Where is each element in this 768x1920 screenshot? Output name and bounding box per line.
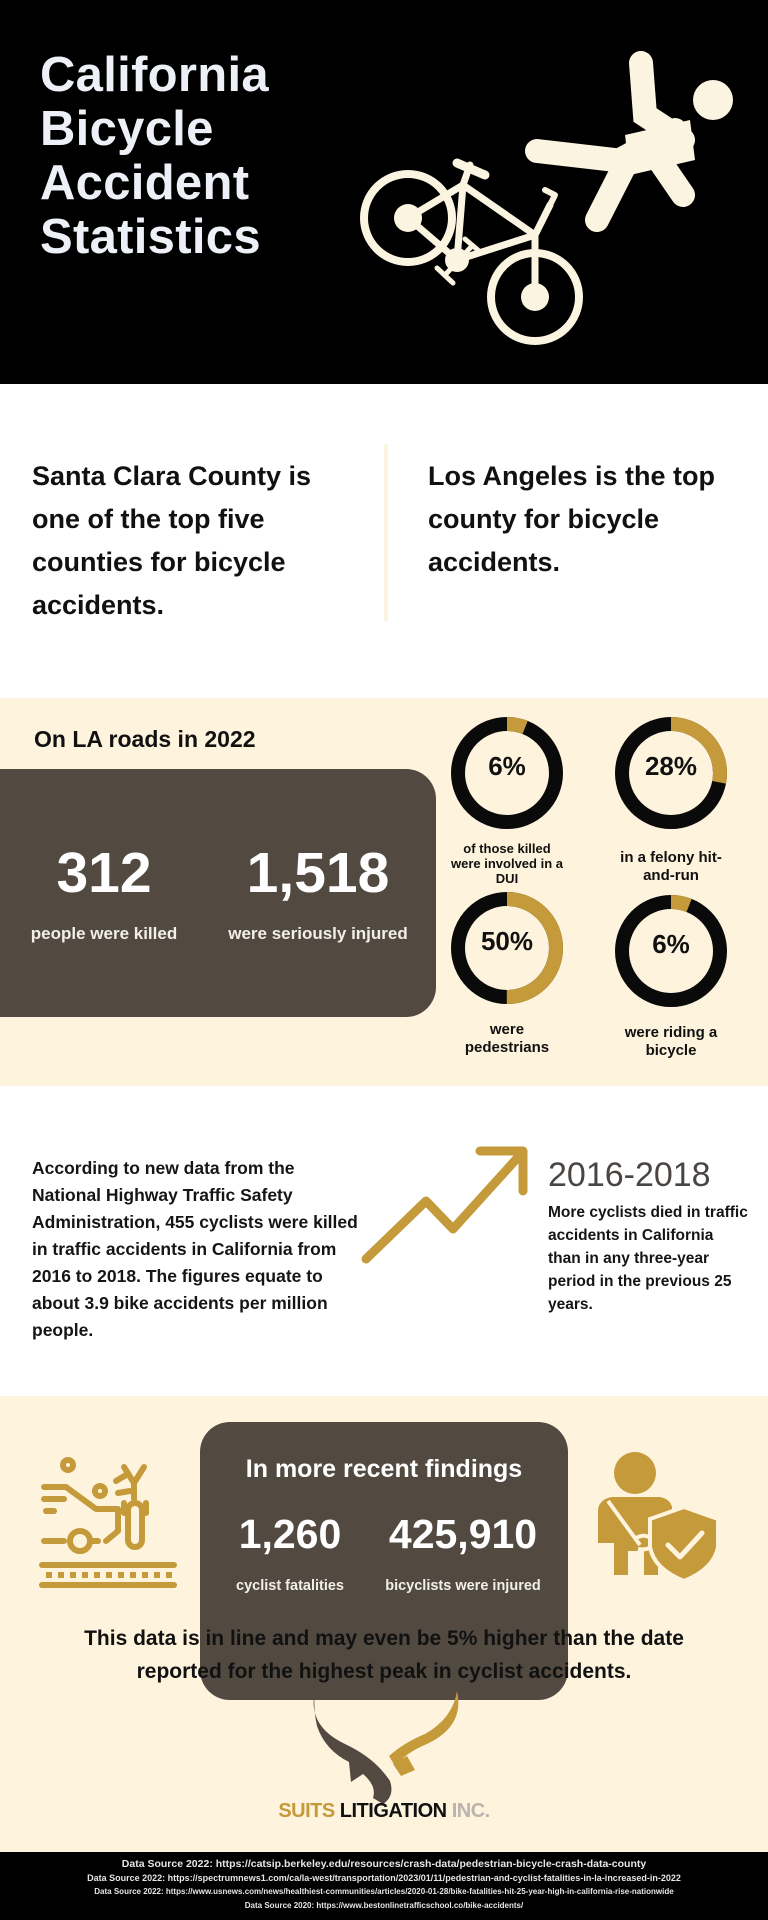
title-line: Statistics bbox=[40, 210, 261, 264]
hero-banner bbox=[0, 0, 768, 384]
peak-comparison-note: This data is in line and may even be 5% higher than the date reported for the highest peak in cyclist accidents. bbox=[84, 1627, 684, 1683]
la-2022-section bbox=[0, 698, 768, 1086]
donut-caption: of those killed were involved in a DUI bbox=[451, 841, 563, 886]
donut-percent: 28% bbox=[644, 751, 698, 781]
trend-up-arrow-icon bbox=[358, 1131, 533, 1276]
title-line: California bbox=[40, 48, 269, 102]
donut-percent: 50% bbox=[480, 926, 534, 956]
killed-stat bbox=[14, 840, 194, 944]
donut-caption: were pedestrians bbox=[464, 1021, 550, 1056]
stat-label: were seriously injured bbox=[228, 924, 408, 943]
bull-horns-logo-icon bbox=[295, 1686, 475, 1811]
stat-value: 312 bbox=[56, 841, 152, 905]
donut-percent: 6% bbox=[652, 929, 690, 959]
donut-percent: 6% bbox=[488, 751, 526, 781]
trend-description: More cyclists died in traffic accidents in California than in any three-year period in the previous 25 years. bbox=[548, 1204, 748, 1313]
donut-riding-bicycle bbox=[613, 893, 729, 1060]
logo-word: INC. bbox=[451, 1800, 490, 1822]
fatalities-stat bbox=[230, 1510, 350, 1594]
card-title: In more recent findings bbox=[245, 1455, 523, 1483]
donut-dui bbox=[449, 715, 565, 886]
logo-word: LITIGATION bbox=[339, 1800, 447, 1822]
la-stats-card bbox=[0, 769, 436, 1017]
logo-word: SUITS bbox=[278, 1800, 335, 1822]
divider bbox=[384, 444, 388, 621]
donut-pedestrians bbox=[449, 890, 565, 1057]
title-line: Bicycle bbox=[40, 102, 214, 156]
source-link[interactable]: Data Source 2020: https://www.bestonlinetrafficschool.co/bike-accidents/ bbox=[244, 1900, 524, 1910]
injured-person-shield-icon bbox=[590, 1451, 725, 1586]
stat-value: 425,910 bbox=[388, 1511, 538, 1557]
county-claims-section bbox=[0, 384, 768, 698]
stat-value: 1,518 bbox=[246, 841, 390, 905]
cyclist-falling-off-bicycle-icon bbox=[345, 35, 755, 355]
los-angeles-claim: Los Angeles is the top county for bicycle accidents. bbox=[428, 461, 716, 577]
injured-stat bbox=[378, 1510, 548, 1594]
title-line: Accident bbox=[40, 156, 250, 210]
santa-clara-claim: Santa Clara County is one of the top five counties for bicycle accidents. bbox=[32, 461, 312, 620]
source-link[interactable]: Data Source 2022: https://spectrumnews1.com/ca/la-west/transportation/2023/01/11/pedestrian-and-cyclist-fatalities-in-la-increased-in-2022 bbox=[87, 1872, 681, 1883]
injured-stat bbox=[218, 840, 418, 944]
stat-label: cyclist fatalities bbox=[236, 1578, 344, 1594]
donut-hit-and-run bbox=[613, 715, 729, 885]
car-bicycle-collision-icon bbox=[38, 1451, 178, 1591]
stat-label: people were killed bbox=[30, 924, 178, 943]
nhtsa-trend-section bbox=[0, 1086, 768, 1396]
data-sources-footer bbox=[0, 1852, 768, 1920]
donut-caption: were riding a bicycle bbox=[624, 1024, 718, 1059]
page-title bbox=[40, 48, 269, 264]
company-logo-text bbox=[0, 1800, 768, 1823]
donut-caption: in a felony hit-and-run bbox=[620, 849, 722, 884]
section-title: On LA roads in 2022 bbox=[34, 726, 256, 752]
year-range: 2016-2018 bbox=[548, 1156, 711, 1194]
recent-findings-section bbox=[0, 1396, 768, 1852]
stat-label: bicyclists were injured bbox=[385, 1578, 541, 1594]
source-link[interactable]: Data Source 2022: https://catsip.berkeley.edu/resources/crash-data/pedestrian-bicycle-crash-data-county bbox=[121, 1858, 647, 1870]
stat-value: 1,260 bbox=[238, 1511, 342, 1557]
source-link[interactable]: Data Source 2022: https://www.usnews.com/news/healthiest-communities/articles/2020-01-28/bike-fatalities-hit-25-year-high-in-california-rise-nationwide bbox=[94, 1887, 674, 1896]
nhtsa-paragraph: According to new data from the National Highway Traffic Safety Administration, 455 cyclists were killed in traffic accidents in California from 2016 to 2018. The figures equate to about 3.9 bike accidents per million people. bbox=[32, 1158, 358, 1340]
